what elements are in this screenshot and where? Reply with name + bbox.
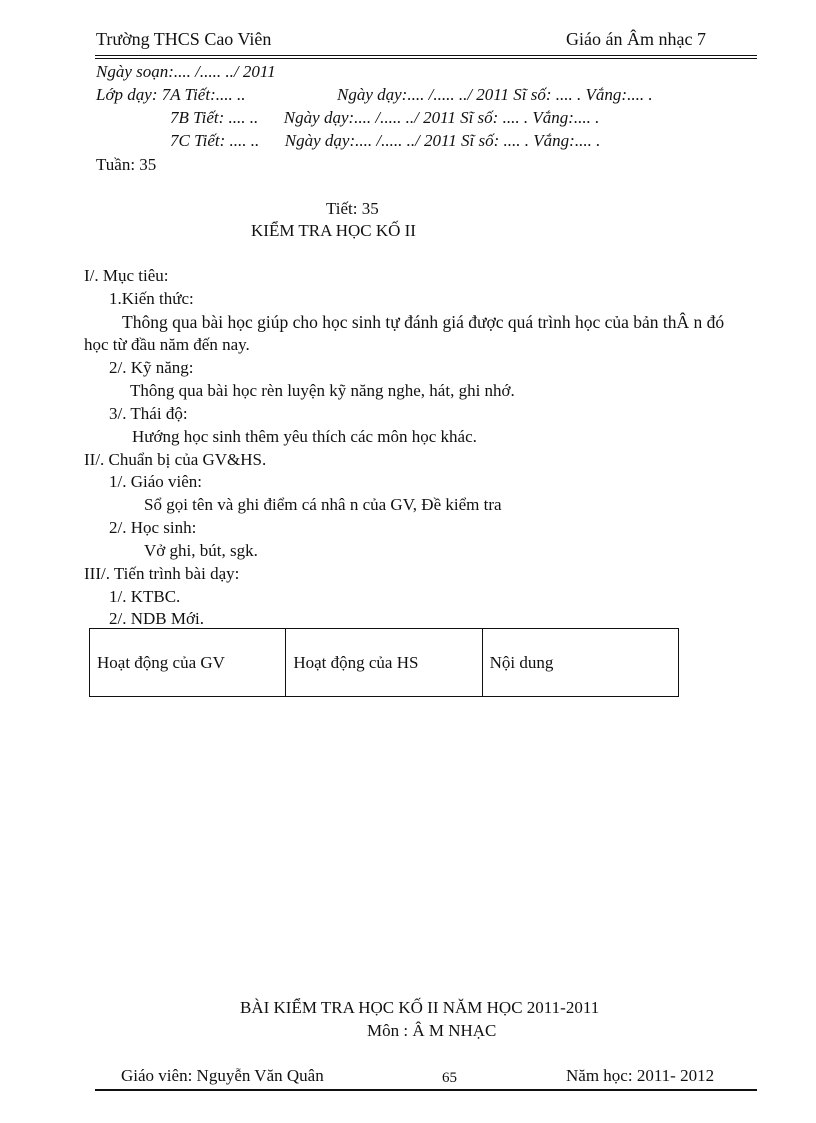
hoc-sinh-text: Vở ghi, bút, sgk. xyxy=(144,541,258,560)
header-subject: Giáo án Âm nhạc 7 xyxy=(566,29,706,49)
lop-7b: 7B Tiết: .... .. Ngày dạy:.... /..... ../ 2011 Sĩ số: .... . Vắng:.... . xyxy=(170,108,600,127)
ndb-moi: 2/. NDB Mới. xyxy=(109,609,204,628)
footer-teacher: Giáo viên: Nguyễn Văn Quân xyxy=(121,1066,324,1085)
section-muc-tieu: I/. Mục tiêu: xyxy=(84,266,169,285)
table-header-hs: Hoạt động của HS xyxy=(286,629,482,696)
subsection-kien-thuc: 1.Kiến thức: xyxy=(109,289,194,308)
activity-table xyxy=(89,628,679,697)
header-rule xyxy=(95,55,757,56)
giao-vien-text: Sổ gọi tên và ghi điểm cá nhâ n của GV, Đề kiểm tra xyxy=(144,495,502,514)
table-header-gv: Hoạt động của GV xyxy=(90,629,286,696)
lop-7a-detail: Ngày dạy:.... /..... ../ 2011 Sĩ số: .... . Vắng:.... . xyxy=(337,85,653,104)
ngay-soan: Ngày soạn:.... /..... ../ 2011 xyxy=(96,62,276,81)
exam-subject: Môn : Â M NHẠC xyxy=(367,1021,497,1040)
section-tien-trinh: III/. Tiến trình bài dạy: xyxy=(84,564,240,583)
page-number: 65 xyxy=(442,1070,457,1086)
thai-do-text: Hướng học sinh thêm yêu thích các môn học khác. xyxy=(132,427,477,446)
ky-nang-text: Thông qua bài học rèn luyện kỹ năng nghe, hát, ghi nhớ. xyxy=(130,381,515,400)
tiet-number: Tiết: 35 xyxy=(326,199,379,218)
lop-7a-label: Lớp dạy: 7A Tiết:.... .. xyxy=(96,85,246,104)
footer-rule xyxy=(95,1089,757,1091)
lop-7c: 7C Tiết: .... .. Ngày dạy:.... /..... ../ 2011 Sĩ số: .... . Vắng:.... . xyxy=(170,131,601,150)
tuan: Tuần: 35 xyxy=(96,155,157,174)
section-chuan-bi: II/. Chuẩn bị của GV&HS. xyxy=(84,450,267,469)
table-header-noi-dung: Nội dung xyxy=(489,652,554,672)
kien-thuc-text-1: Thông qua bài học giúp cho học sinh tự đánh giá được quá trình học của bản thÂ n đó xyxy=(122,312,725,332)
subsection-giao-vien: 1/. Giáo viên: xyxy=(109,472,203,491)
kien-thuc-text-2: học từ đầu năm đến nay. xyxy=(84,335,250,354)
footer-year: Năm học: 2011- 2012 xyxy=(566,1066,715,1085)
exam-title: BÀI KIỂM TRA HỌC KỐ II NĂM HỌC 2011-2011 xyxy=(240,998,600,1017)
ktbc: 1/. KTBC. xyxy=(109,587,181,606)
subsection-ky-nang: 2/. Kỹ năng: xyxy=(109,358,194,377)
subsection-thai-do: 3/. Thái độ: xyxy=(109,404,188,423)
header-school: Trường THCS Cao Viên xyxy=(96,29,272,49)
page-title: KIỂM TRA HỌC KỐ II xyxy=(251,221,416,240)
header-rule-2 xyxy=(95,58,757,59)
subsection-hoc-sinh: 2/. Học sinh: xyxy=(109,518,197,537)
